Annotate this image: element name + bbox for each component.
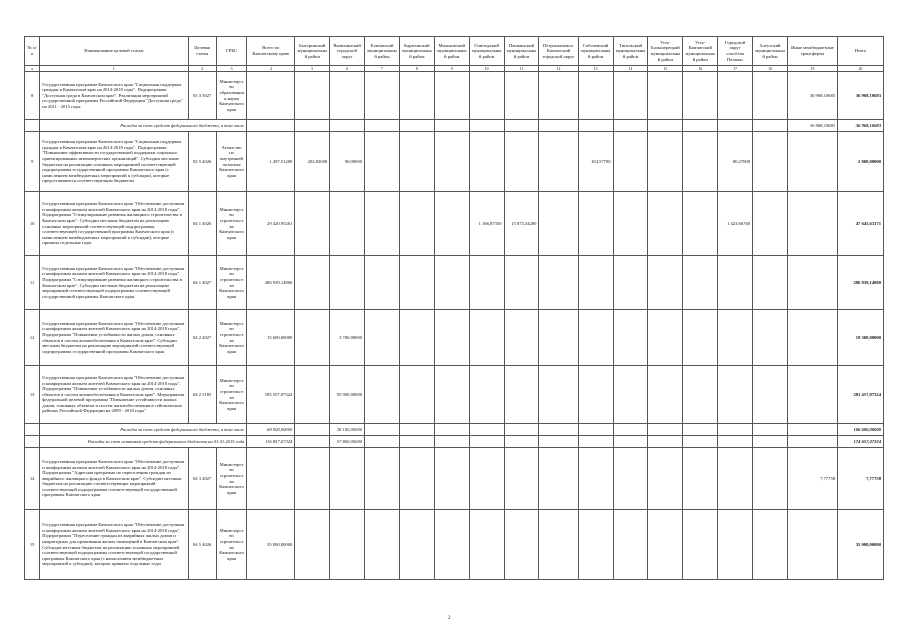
column-header-6: Вилючинский городской округ xyxy=(330,37,365,66)
column-number-0: а xyxy=(25,66,40,72)
row-code-cell: 03 3 5027 xyxy=(188,72,216,120)
row-value-cell-7 xyxy=(365,310,400,366)
row-value-cell-17 xyxy=(718,310,753,366)
row-value-cell-15 xyxy=(648,72,683,120)
row-value-cell-13 xyxy=(578,256,613,310)
row-value-cell-16 xyxy=(683,424,718,436)
row-value-cell-11 xyxy=(504,120,539,132)
row-value-cell-19 xyxy=(787,132,837,192)
row-value-cell-11 xyxy=(504,366,539,424)
row-value-cell-8 xyxy=(399,424,434,436)
row-value-cell-13 xyxy=(578,72,613,120)
column-header-3: ГРБС xyxy=(216,37,247,66)
column-header-1: Наименование целевой статьи xyxy=(40,37,188,66)
row-total-cell: 286 939,14800 xyxy=(838,256,884,310)
row-value-cell-5 xyxy=(295,120,330,132)
row-name-cell: Расходы за счет средств федерального бюджета, в том числе xyxy=(40,424,247,436)
row-value-cell-16 xyxy=(683,310,718,366)
row-value-cell-16 xyxy=(683,366,718,424)
row-value-cell-16 xyxy=(683,256,718,310)
column-number-9: 9 xyxy=(434,66,469,72)
row-value-cell-6 xyxy=(330,448,365,510)
row-value-cell-7 xyxy=(365,366,400,424)
row-number-cell xyxy=(25,424,40,436)
row-value-cell-15 xyxy=(648,192,683,256)
row-value-cell-19: 7,77758 xyxy=(787,448,837,510)
row-value-cell-17 xyxy=(718,448,753,510)
row-number-cell xyxy=(25,120,40,132)
column-header-10: Олюторский муниципальный район xyxy=(469,37,504,66)
row-value-cell-14 xyxy=(613,448,648,510)
row-value-cell-17 xyxy=(718,436,753,448)
row-value-cell-5 xyxy=(295,510,330,580)
row-value-cell-18 xyxy=(753,436,788,448)
row-value-cell-13 xyxy=(578,120,613,132)
row-value-cell-15 xyxy=(648,132,683,192)
row-value-cell-8 xyxy=(399,436,434,448)
row-value-cell-8 xyxy=(399,510,434,580)
column-number-3: 3 xyxy=(216,66,247,72)
row-value-cell-4: 68 500,00000 xyxy=(247,424,295,436)
row-name-cell: Государственная программа Камчатского края "Обеспечение доступным и комфортным жильем жителей Камчатского края на 2014-2018 годы". Подпрограмма "Адресная программа по переселению граждан из аварийного жилищного фонда в Камчатском крае". Субсидии местным бюджетам на реализацию соответствующих мероприятий соответствующей подпрограммы соответствующей государственной программы Камчатского края xyxy=(40,448,188,510)
table-row xyxy=(25,72,884,120)
row-value-cell-6: 95 900,00000 xyxy=(330,366,365,424)
row-value-cell-4: 35 000,00000 xyxy=(247,510,295,580)
budget-table-sheet xyxy=(24,36,884,580)
row-value-cell-18 xyxy=(753,132,788,192)
row-value-cell-7 xyxy=(365,192,400,256)
row-value-cell-11 xyxy=(504,132,539,192)
row-value-cell-19 xyxy=(787,510,837,580)
column-number-18: 18 xyxy=(753,66,788,72)
column-number-19: 19 xyxy=(787,66,837,72)
row-value-cell-13 xyxy=(578,448,613,510)
column-header-16: Усть-Камчатский муниципальный район xyxy=(683,37,718,66)
row-value-cell-18 xyxy=(753,72,788,120)
row-value-cell-14 xyxy=(613,256,648,310)
row-value-cell-8 xyxy=(399,72,434,120)
row-total-cell: 281 457,07324 xyxy=(838,366,884,424)
row-code-cell: 03 5 4026 xyxy=(188,132,216,192)
column-header-15: Усть-Большерецкий муниципальный район xyxy=(648,37,683,66)
row-value-cell-17 xyxy=(718,256,753,310)
row-value-cell-4: 15 600,00000 xyxy=(247,310,295,366)
row-value-cell-13 xyxy=(578,310,613,366)
row-value-cell-19 xyxy=(787,256,837,310)
row-value-cell-10 xyxy=(469,424,504,436)
row-value-cell-9 xyxy=(434,132,469,192)
column-number-17: 17 xyxy=(718,66,753,72)
row-value-cell-8 xyxy=(399,192,434,256)
row-value-cell-6 xyxy=(330,256,365,310)
row-value-cell-4: 29 420,95261 xyxy=(247,192,295,256)
row-value-cell-11 xyxy=(504,310,539,366)
column-number-6: 6 xyxy=(330,66,365,72)
table-subtotal-row xyxy=(25,436,884,448)
table-row xyxy=(25,510,884,580)
row-value-cell-11 xyxy=(504,436,539,448)
row-value-cell-7 xyxy=(365,448,400,510)
row-value-cell-9 xyxy=(434,120,469,132)
row-total-cell: 47 645,63171 xyxy=(838,192,884,256)
row-value-cell-19 xyxy=(787,192,837,256)
row-value-cell-17 xyxy=(718,510,753,580)
row-value-cell-16 xyxy=(683,448,718,510)
column-number-12: 12 xyxy=(539,66,578,72)
column-header-9: Мильковский муниципальный район xyxy=(434,37,469,66)
column-number-2: 2 xyxy=(188,66,216,72)
row-value-cell-19: 36 968,10683 xyxy=(787,120,837,132)
row-value-cell-7 xyxy=(365,424,400,436)
row-value-cell-9 xyxy=(434,436,469,448)
row-value-cell-18 xyxy=(753,310,788,366)
row-total-cell: 19 300,00000 xyxy=(838,310,884,366)
row-value-cell-12 xyxy=(539,256,578,310)
table-subtotal-row xyxy=(25,424,884,436)
column-number-15: 15 xyxy=(648,66,683,72)
row-value-cell-7 xyxy=(365,510,400,580)
row-value-cell-9 xyxy=(434,510,469,580)
row-total-cell: 35 000,00000 xyxy=(838,510,884,580)
row-value-cell-9 xyxy=(434,72,469,120)
row-value-cell-16 xyxy=(683,436,718,448)
row-value-cell-17: 1 423,66760 xyxy=(718,192,753,256)
row-value-cell-5 xyxy=(295,192,330,256)
table-subtotal-row xyxy=(25,120,884,132)
row-value-cell-18 xyxy=(753,510,788,580)
row-value-cell-14 xyxy=(613,510,648,580)
column-header-14: Тигильский муниципальный район xyxy=(613,37,648,66)
table-row xyxy=(25,448,884,510)
row-grbs-cell: Агентство по внутренней политике Камчатского края xyxy=(216,132,247,192)
row-number-cell: 10 xyxy=(25,192,40,256)
row-value-cell-11 xyxy=(504,256,539,310)
row-value-cell-12 xyxy=(539,192,578,256)
row-value-cell-13 xyxy=(578,192,613,256)
column-header-18: Алеутский муниципальный район xyxy=(753,37,788,66)
row-value-cell-18 xyxy=(753,120,788,132)
row-name-cell: Государственная программа Камчатского края "Обеспечение доступным и комфортным жильем жителей Камчатского края на 2014-2018 годы". Подпрограмма "Стимулирование развития жилищного строительства в Камчатском крае". Субсидии местным бюджетам на реализацию основных мероприятий соответствующей подпрограммы соответствующей государственной программы Камчатского края (с начислением межбюджетных мероприятий к субсидии), которые приняты отдельные годы xyxy=(40,192,188,256)
row-value-cell-13 xyxy=(578,424,613,436)
row-value-cell-11 xyxy=(504,72,539,120)
row-value-cell-11 xyxy=(504,510,539,580)
row-name-cell: Государственная программа Камчатского края "Социальная поддержка граждан в Камчатском крае на 2014-2018 годы". Подпрограмма "Доступная среда в Камчатском крае". Реализация мероприятий государственной программы Российской Федерации "Доступная среда" на 2011 - 2015 годы xyxy=(40,72,188,120)
row-value-cell-15 xyxy=(648,510,683,580)
row-value-cell-12 xyxy=(539,132,578,192)
row-code-cell: 04 1 4026 xyxy=(188,192,216,256)
column-number-10: 10 xyxy=(469,66,504,72)
row-number-cell: 9 xyxy=(25,132,40,192)
table-row xyxy=(25,256,884,310)
row-value-cell-14 xyxy=(613,192,648,256)
row-total-cell: 36 968,10683 xyxy=(838,72,884,120)
row-value-cell-14 xyxy=(613,436,648,448)
column-header-19: Иные межбюджетные трансферты xyxy=(787,37,837,66)
row-value-cell-10 xyxy=(469,132,504,192)
table-row xyxy=(25,310,884,366)
row-value-cell-17 xyxy=(718,72,753,120)
row-value-cell-15 xyxy=(648,120,683,132)
row-value-cell-13 xyxy=(578,436,613,448)
row-value-cell-17: 80,27000 xyxy=(718,132,753,192)
row-value-cell-18 xyxy=(753,192,788,256)
row-name-cell: Государственная программа Камчатского края "Обеспечение доступным и комфортным жильем жителей Камчатского края на 2014-2018 годы". Подпрограмма "Переселение граждан из аварийных жилых домов и непригодных для проживания жилых помещений в Камчатском крае". Субсидии местным бюджетам на реализацию основных мероприятий соответствующей подпрограммы соответствующей государственной программы Камчатского края (с начислением межбюджетных мероприятий к субсидии), которые приняты отдельные годы xyxy=(40,510,188,580)
row-value-cell-11 xyxy=(504,448,539,510)
row-name-cell: Государственная программа Камчатского края "Обеспечение доступным и комфортным жильем жителей Камчатского края на 2014-2018 годы". Подпрограмма "Стимулирование развития жилищного строительства в Камчатском крае". Субсидии местным бюджетам на реализацию мероприятий соответствующей подпрограммы соответствующей государственной программы Камчатского края xyxy=(40,256,188,310)
row-code-cell: 04 5 4026 xyxy=(188,510,216,580)
row-value-cell-7 xyxy=(365,72,400,120)
column-number-16: 16 xyxy=(683,66,718,72)
row-value-cell-4: 185 557,07324 xyxy=(247,366,295,424)
column-number-13: 13 xyxy=(578,66,613,72)
row-value-cell-6: 38 100,00000 xyxy=(330,424,365,436)
row-value-cell-4: 1 497,51200 xyxy=(247,132,295,192)
row-value-cell-6 xyxy=(330,192,365,256)
column-number-20: 20 xyxy=(838,66,884,72)
table-body xyxy=(25,72,884,580)
column-header-7: Елизовский муниципальный район xyxy=(365,37,400,66)
column-number-7: 7 xyxy=(365,66,400,72)
row-value-cell-7 xyxy=(365,436,400,448)
row-grbs-cell: Министерство строительства Камчатского края xyxy=(216,510,247,580)
row-value-cell-16 xyxy=(683,132,718,192)
row-value-cell-18 xyxy=(753,256,788,310)
row-value-cell-14 xyxy=(613,72,648,120)
row-code-cell: 04 1 4027 xyxy=(188,256,216,310)
row-value-cell-5 xyxy=(295,436,330,448)
budget-table xyxy=(24,36,884,580)
row-value-cell-12 xyxy=(539,424,578,436)
row-value-cell-9 xyxy=(434,256,469,310)
row-value-cell-12 xyxy=(539,448,578,510)
page-number: 2 xyxy=(448,616,451,621)
row-value-cell-7 xyxy=(365,132,400,192)
row-value-cell-15 xyxy=(648,310,683,366)
row-value-cell-9 xyxy=(434,424,469,436)
row-grbs-cell: Министерство строительства Камчатского края xyxy=(216,448,247,510)
column-number-11: 11 xyxy=(504,66,539,72)
row-total-cell: 2 000,00000 xyxy=(838,132,884,192)
row-value-cell-5 xyxy=(295,256,330,310)
row-total-cell: 7,77758 xyxy=(838,448,884,510)
row-grbs-cell: Министерство строительства Камчатского края xyxy=(216,310,247,366)
row-value-cell-19 xyxy=(787,424,837,436)
row-name-cell: Расходы за счет средств федерального бюджета, в том числе xyxy=(40,120,247,132)
row-value-cell-7 xyxy=(365,256,400,310)
column-header-0: № п/п xyxy=(25,37,40,66)
row-grbs-cell: Министерство строительства Камчатского края xyxy=(216,256,247,310)
row-value-cell-6 xyxy=(330,510,365,580)
column-header-4: Всего по Камчатскому краю xyxy=(247,37,295,66)
row-value-cell-10 xyxy=(469,310,504,366)
row-value-cell-8 xyxy=(399,366,434,424)
row-value-cell-10 xyxy=(469,256,504,310)
column-number-1: 1 xyxy=(40,66,188,72)
row-value-cell-5 xyxy=(295,310,330,366)
row-total-cell: 36 968,10683 xyxy=(838,120,884,132)
row-value-cell-14 xyxy=(613,120,648,132)
row-value-cell-8 xyxy=(399,256,434,310)
row-value-cell-5 xyxy=(295,366,330,424)
row-value-cell-12 xyxy=(539,436,578,448)
row-grbs-cell: Министерство образования и науки Камчатского края xyxy=(216,72,247,120)
row-value-cell-5 xyxy=(295,424,330,436)
row-value-cell-18 xyxy=(753,448,788,510)
row-value-cell-19 xyxy=(787,366,837,424)
row-grbs-cell: Министерство строительства Камчатского края xyxy=(216,366,247,424)
row-value-cell-10: 1 166,87350 xyxy=(469,192,504,256)
row-number-cell: 8 xyxy=(25,72,40,120)
row-value-cell-14 xyxy=(613,366,648,424)
column-header-17: Городской округ «посёлок Палана» xyxy=(718,37,753,66)
row-value-cell-4 xyxy=(247,448,295,510)
table-row xyxy=(25,192,884,256)
row-value-cell-10 xyxy=(469,510,504,580)
row-value-cell-8 xyxy=(399,132,434,192)
row-total-cell: 106 600,00000 xyxy=(838,424,884,436)
row-value-cell-5 xyxy=(295,448,330,510)
row-value-cell-5: 202,82000 xyxy=(295,132,330,192)
row-value-cell-8 xyxy=(399,120,434,132)
row-name-cell: Государственная программа Камчатского края "Обеспечение доступным и комфортным жильем жителей Камчатского края на 2014-2018 годы". Подпрограмма "Повышение устойчивости жилых домов, основных объектов и систем жизнеобеспечения в Камчатском крае". Субсидии местным бюджетам на реализацию мероприятий соответствующей подпрограммы государственной программы Камчатского края xyxy=(40,310,188,366)
table-row xyxy=(25,366,884,424)
row-value-cell-14 xyxy=(613,132,648,192)
row-grbs-cell: Министерство строительства Камчатского края xyxy=(216,192,247,256)
row-value-cell-10 xyxy=(469,436,504,448)
row-name-cell: Расходы за счет остатков средств федерального бюджета на 01.01.2015 года xyxy=(40,436,247,448)
row-value-cell-12 xyxy=(539,310,578,366)
row-value-cell-4: 116 857,07324 xyxy=(247,436,295,448)
row-value-cell-18 xyxy=(753,424,788,436)
row-value-cell-11 xyxy=(504,424,539,436)
row-value-cell-12 xyxy=(539,366,578,424)
row-name-cell: Государственная программа Камчатского края "Обеспечение доступным и комфортным жильем жителей Камчатского края на 2014-2018 годы". Подпрограмма "Повышение устойчивости жилых домов, основных объектов и систем жизнеобеспечения в Камчатском крае". Мероприятия федеральной целевой программы "Повышение устойчивости жилых домов, основных объектов и систем жизнеобеспечения в сейсмических районах Российской Федерации на 2009 - 2018 годы" xyxy=(40,366,188,424)
row-value-cell-7 xyxy=(365,120,400,132)
row-value-cell-19: 36 968,10683 xyxy=(787,72,837,120)
row-name-cell: Государственная программа Камчатского края "Социальная поддержка граждан в Камчатском крае на 2014-2018 годы". Подпрограмма "Повышение эффективности государственной поддержки социально ориентированных некоммерческих организаций". Субсидии местным бюджетам на реализацию основных мероприятий соответствующей подпрограммы государственной программы Камчатского края (с начислением межбюджетных мероприятий к субсидии), которые предоставляются соответствующим бюджетам xyxy=(40,132,188,192)
row-value-cell-8 xyxy=(399,310,434,366)
row-code-cell: 04 3 4027 xyxy=(188,448,216,510)
row-value-cell-10 xyxy=(469,366,504,424)
row-value-cell-13: 104,57700 xyxy=(578,132,613,192)
row-number-cell: 14 xyxy=(25,448,40,510)
row-value-cell-17 xyxy=(718,366,753,424)
row-value-cell-13 xyxy=(578,366,613,424)
row-value-cell-16 xyxy=(683,192,718,256)
row-number-cell: 15 xyxy=(25,510,40,580)
header-row xyxy=(25,37,884,66)
row-value-cell-10 xyxy=(469,448,504,510)
row-value-cell-9 xyxy=(434,192,469,256)
row-value-cell-6 xyxy=(330,120,365,132)
column-header-11: Пенжинский муниципальный район xyxy=(504,37,539,66)
row-value-cell-9 xyxy=(434,366,469,424)
table-row xyxy=(25,132,884,192)
column-header-5: Быстринский муниципальный район xyxy=(295,37,330,66)
column-header-13: Соболевский муниципальный район xyxy=(578,37,613,66)
row-value-cell-6: 90,00000 xyxy=(330,132,365,192)
column-header-8: Карагинский муниципальный район xyxy=(399,37,434,66)
row-number-cell: 12 xyxy=(25,310,40,366)
row-value-cell-4 xyxy=(247,120,295,132)
row-value-cell-15 xyxy=(648,448,683,510)
column-number-8: 8 xyxy=(399,66,434,72)
row-value-cell-19 xyxy=(787,310,837,366)
row-value-cell-10 xyxy=(469,72,504,120)
row-value-cell-6: 57 800,00000 xyxy=(330,436,365,448)
row-value-cell-6: 3 700,00000 xyxy=(330,310,365,366)
row-value-cell-14 xyxy=(613,310,648,366)
row-value-cell-4: 286 939,14800 xyxy=(247,256,295,310)
column-header-20: Итого xyxy=(838,37,884,66)
row-value-cell-11: 15 873,34280 xyxy=(504,192,539,256)
row-value-cell-6 xyxy=(330,72,365,120)
row-value-cell-12 xyxy=(539,72,578,120)
row-code-cell: 04 2 4027 xyxy=(188,310,216,366)
column-number-14: 14 xyxy=(613,66,648,72)
row-value-cell-15 xyxy=(648,424,683,436)
row-value-cell-4 xyxy=(247,72,295,120)
row-value-cell-12 xyxy=(539,120,578,132)
row-value-cell-16 xyxy=(683,72,718,120)
row-value-cell-15 xyxy=(648,436,683,448)
row-value-cell-17 xyxy=(718,424,753,436)
row-number-cell: 13 xyxy=(25,366,40,424)
column-header-2: Целевая статья xyxy=(188,37,216,66)
column-number-5: 5 xyxy=(295,66,330,72)
column-header-12: Петропавловск-Камчатский городской округ xyxy=(539,37,578,66)
row-value-cell-13 xyxy=(578,510,613,580)
row-value-cell-17 xyxy=(718,120,753,132)
row-value-cell-16 xyxy=(683,510,718,580)
row-value-cell-15 xyxy=(648,256,683,310)
row-value-cell-8 xyxy=(399,448,434,510)
row-value-cell-9 xyxy=(434,448,469,510)
row-value-cell-15 xyxy=(648,366,683,424)
row-total-cell: 174 657,07324 xyxy=(838,436,884,448)
row-value-cell-19 xyxy=(787,436,837,448)
row-number-cell xyxy=(25,436,40,448)
row-value-cell-16 xyxy=(683,120,718,132)
row-value-cell-10 xyxy=(469,120,504,132)
row-value-cell-18 xyxy=(753,366,788,424)
column-number-4: 4 xyxy=(247,66,295,72)
row-value-cell-9 xyxy=(434,310,469,366)
row-code-cell: 04 2 5185 xyxy=(188,366,216,424)
row-number-cell: 11 xyxy=(25,256,40,310)
row-value-cell-12 xyxy=(539,510,578,580)
row-value-cell-14 xyxy=(613,424,648,436)
row-value-cell-5 xyxy=(295,72,330,120)
